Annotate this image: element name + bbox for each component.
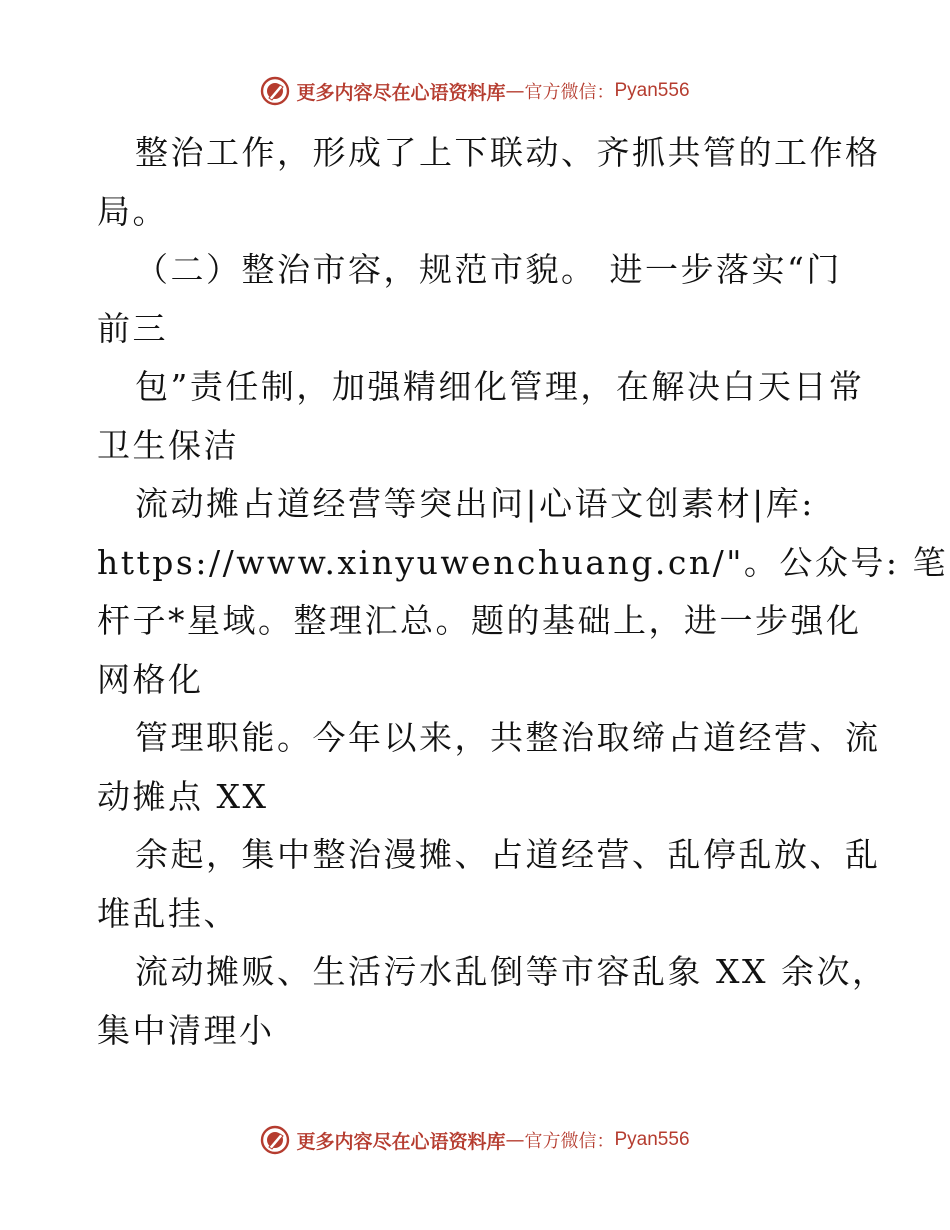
- text-line: 杆子*星域。整理汇总。题的基础上，进一步强化: [97, 601, 862, 640]
- text-line: 前三: [97, 308, 168, 348]
- text-line: 包”责任制，加强精细化管理，在解决白天日常: [135, 367, 865, 406]
- pen-seal-icon: [260, 76, 290, 106]
- text-line: 整治工作，形成了上下联动、齐抓共管的工作格: [135, 133, 881, 172]
- text-line: 流动摊占道经营等突出问|心语文创素材|库:: [135, 484, 815, 523]
- banner-text: 更多内容尽在心语资料库: [296, 81, 506, 104]
- text-line: 网格化: [97, 659, 204, 699]
- text-line: 管理职能。今年以来，共整治取缔占道经营、流: [135, 718, 881, 757]
- text-line: 局。: [97, 191, 168, 231]
- banner-dash: —: [505, 1129, 525, 1151]
- pen-seal-icon: [260, 1125, 290, 1155]
- text-line: 卫生保洁: [97, 425, 239, 465]
- banner-wechat-id: Pyan556: [614, 80, 690, 101]
- text-line: 余起，集中整治漫摊、占道经营、乱停乱放、乱: [135, 835, 881, 874]
- banner-text: 更多内容尽在心语资料库: [296, 1130, 506, 1153]
- header-watermark-banner: [0, 71, 950, 111]
- text-line: 集中清理小: [97, 1010, 275, 1050]
- text-line: 堆乱挂、: [97, 893, 239, 933]
- banner-wechat-label: 官方微信：: [524, 82, 615, 103]
- text-line: （二）整治市容，规范市貌。 进一步落实“门: [135, 250, 842, 289]
- footer-watermark-banner: [0, 1120, 950, 1160]
- banner-wechat-id: Pyan556: [614, 1129, 690, 1150]
- banner-wechat-label: 官方微信：: [524, 1131, 615, 1152]
- banner-dash: —: [505, 80, 525, 102]
- text-line: 流动摊贩、生活污水乱倒等市容乱象 XX 余次，: [135, 952, 888, 991]
- text-line-url: https://www.xinyuwenchuang.cn/"。公众号: 笔: [97, 542, 949, 582]
- text-line: 动摊点 XX: [97, 776, 269, 816]
- document-body: [97, 124, 949, 1060]
